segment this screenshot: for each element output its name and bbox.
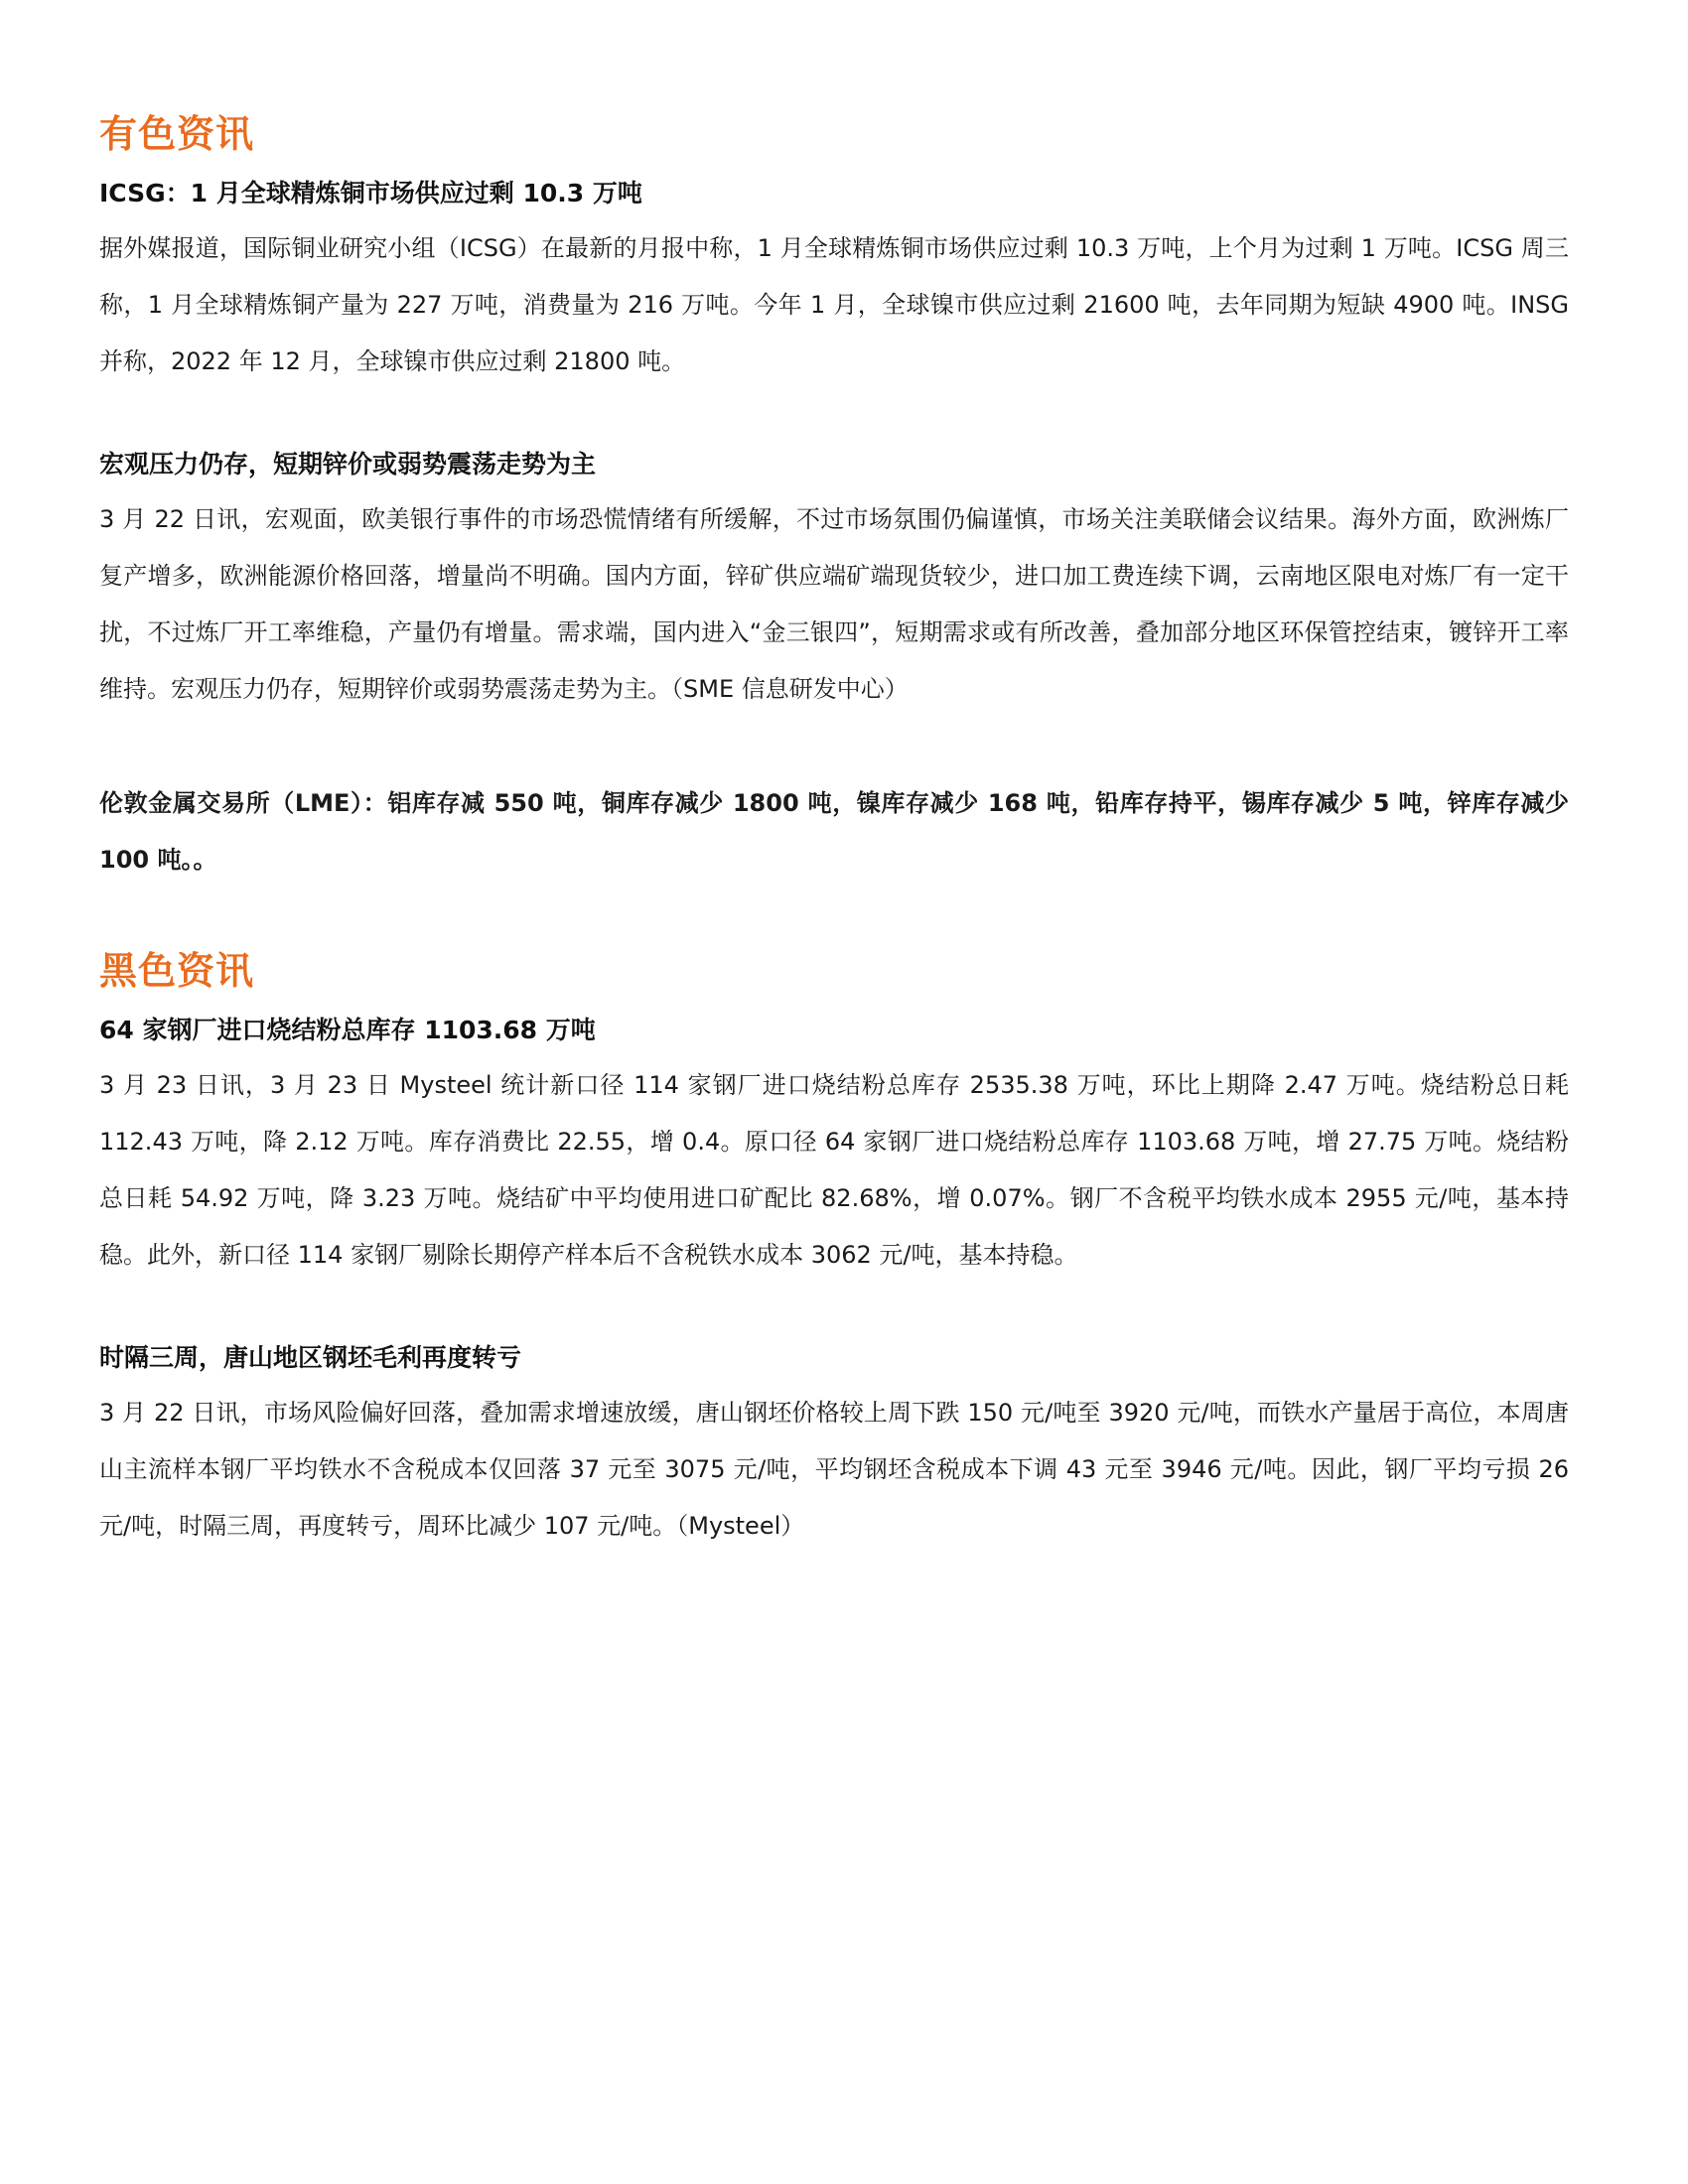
article-zinc-macro: [99, 448, 1569, 718]
article-title: ICSG：1 月全球精炼铜市场供应过剩 10.3 万吨: [99, 179, 642, 207]
section-title: 有色资讯: [99, 112, 255, 156]
document-page: [99, 109, 1569, 1612]
article-body-bold: 伦敦金属交易所（LME）：铝库存减 550 吨，铜库存减少 1800 吨，镍库存减少 168 吨，铅库存持平，锡库存减少 5 吨，锌库存减少 100 吨。。: [99, 789, 1569, 874]
section-ferrous: [99, 946, 1569, 1555]
article-lme-inventory: [99, 775, 1569, 888]
article-body: 3 月 22 日讯，宏观面，欧美银行事件的市场恐慌情绪有所缓解，不过市场氛围仍偏谨慎，市场关注美联储会议结果。海外方面，欧洲炼厂复产增多，欧洲能源价格回落，增量尚不明确。国内方面，锌矿供应端矿端现货较少，进口加工费连续下调，云南地区限电对炼厂有一定干扰，不过炼厂开工率维稳，产量仍有增量。需求端，国内进入“金三银四”，短期需求或有所改善，叠加部分地区环保管控结束，镀锌开工率维持。宏观压力仍存，短期锌价或弱势震荡走势为主。（SME 信息研发中心）: [99, 505, 1569, 703]
article-body: 3 月 22 日讯，市场风险偏好回落，叠加需求增速放缓，唐山钢坯价格较上周下跌 150 元/吨至 3920 元/吨，而铁水产量居于高位，本周唐山主流样本钢厂平均铁水不含税成本仅回落 37 元至 3075 元/吨，平均钢坯含税成本下调 43 元至 3946 元/吨。因此，钢厂平均亏损 26 元/吨，时隔三周，再度转亏，周环比减少 107 元/吨。（Mysteel）: [99, 1399, 1569, 1540]
article-icsg-copper: [99, 177, 1569, 390]
article-tangshan-billet: [99, 1341, 1569, 1555]
section-title: 黑色资讯: [99, 949, 255, 993]
article-title: 时隔三周，唐山地区钢坯毛利再度转亏: [99, 1343, 522, 1372]
section-nonferrous: [99, 109, 1569, 888]
article-title: 64 家钢厂进口烧结粉总库存 1103.68 万吨: [99, 1016, 596, 1044]
article-body: 据外媒报道，国际铜业研究小组（ICSG）在最新的月报中称，1 月全球精炼铜市场供应过剩 10.3 万吨，上个月为过剩 1 万吨。ICSG 周三称，1 月全球精炼铜产量为 227 万吨，消费量为 216 万吨。今年 1 月，全球镍市供应过剩 21600 吨，去年同期为短缺 4900 吨。INSG 并称，2022 年 12 月，全球镍市供应过剩 21800 吨。: [99, 234, 1569, 375]
article-title: 宏观压力仍存，短期锌价或弱势震荡走势为主: [99, 450, 597, 478]
article-body: 3 月 23 日讯，3 月 23 日 Mysteel 统计新口径 114 家钢厂进口烧结粉总库存 2535.38 万吨，环比上期降 2.47 万吨。烧结粉总日耗 112.43 万吨，降 2.12 万吨。库存消费比 22.55，增 0.4。原口径 64 家钢厂进口烧结粉总库存 1103.68 万吨，增 27.75 万吨。烧结粉总日耗 54.92 万吨，降 3.23 万吨。烧结矿中平均使用进口矿配比 82.68%，增 0.07%。钢厂不含税平均铁水成本 2955 元/吨，基本持稳。此外，新口径 114 家钢厂剔除长期停产样本后不含税铁水成本 3062 元/吨，基本持稳。: [99, 1071, 1569, 1269]
article-sinter-inventory: [99, 1014, 1569, 1284]
